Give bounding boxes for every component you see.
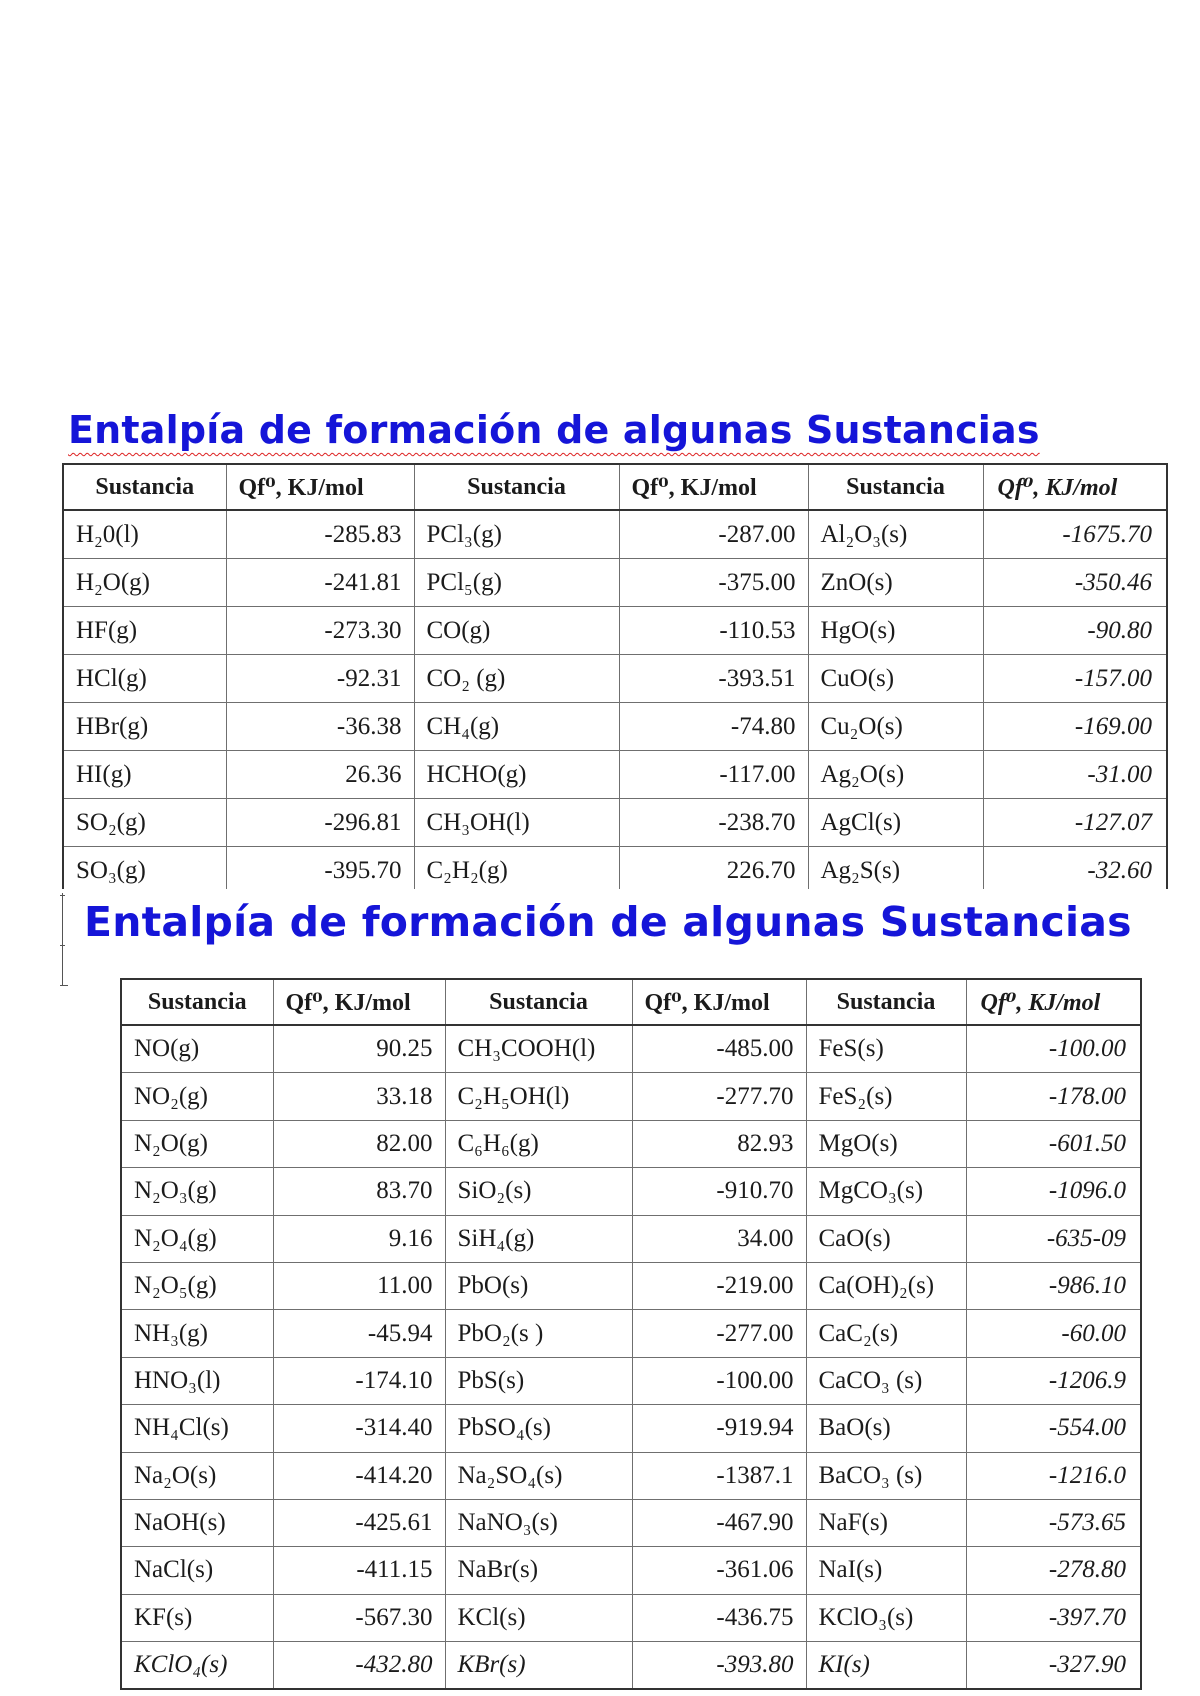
enthalpy-value-cell: -327.90 xyxy=(966,1642,1141,1690)
header-enthalpy: Qf⁰, KJ/mol xyxy=(966,979,1141,1025)
enthalpy-value-cell: -100.00 xyxy=(632,1357,806,1404)
substance-cell: HgO(s) xyxy=(808,607,983,655)
substance-cell: PbO₂(s ) xyxy=(445,1310,632,1357)
substance-cell: CO₂ (g) xyxy=(414,655,619,703)
table-top-clip xyxy=(62,463,1170,889)
substance-cell: N₂O₅(g) xyxy=(121,1262,273,1309)
enthalpy-value-cell: -350.46 xyxy=(983,559,1167,607)
substance-cell: H₂O(g) xyxy=(63,559,226,607)
substance-cell: CaCO₃ (s) xyxy=(806,1357,966,1404)
table-row xyxy=(121,1405,1141,1452)
substance-cell: FeS(s) xyxy=(806,1025,966,1073)
substance-cell: NaF(s) xyxy=(806,1499,966,1546)
substance-cell: Ca(OH)₂(s) xyxy=(806,1262,966,1309)
enthalpy-value-cell: -110.53 xyxy=(619,607,808,655)
enthalpy-table-bottom xyxy=(120,978,1142,1690)
substance-cell: NaI(s) xyxy=(806,1547,966,1594)
enthalpy-value-cell: -219.00 xyxy=(632,1262,806,1309)
enthalpy-value-cell: -554.00 xyxy=(966,1405,1141,1452)
header-enthalpy: Qf⁰, KJ/mol xyxy=(226,464,414,510)
substance-cell: CO(g) xyxy=(414,607,619,655)
substance-cell: CH₃OH(l) xyxy=(414,799,619,847)
enthalpy-value-cell: -174.10 xyxy=(273,1357,445,1404)
enthalpy-value-cell: -296.81 xyxy=(226,799,414,847)
enthalpy-value-cell: -414.20 xyxy=(273,1452,445,1499)
enthalpy-value-cell: -100.00 xyxy=(966,1025,1141,1073)
header-enthalpy: Qf⁰, KJ/mol xyxy=(619,464,808,510)
substance-cell: FeS₂(s) xyxy=(806,1073,966,1120)
enthalpy-value-cell: -375.00 xyxy=(619,559,808,607)
enthalpy-value-cell: -635-09 xyxy=(966,1215,1141,1262)
enthalpy-value-cell: -411.15 xyxy=(273,1547,445,1594)
table-row xyxy=(121,1452,1141,1499)
substance-cell: ZnO(s) xyxy=(808,559,983,607)
substance-cell: KF(s) xyxy=(121,1594,273,1641)
enthalpy-value-cell: -90.80 xyxy=(983,607,1167,655)
substance-cell: NaBr(s) xyxy=(445,1547,632,1594)
table-row xyxy=(121,1073,1141,1120)
enthalpy-value-cell: -601.50 xyxy=(966,1120,1141,1167)
substance-cell: Ag₂S(s) xyxy=(808,847,983,890)
substance-cell: CH₄(g) xyxy=(414,703,619,751)
table-row xyxy=(121,1262,1141,1309)
table-row xyxy=(121,1499,1141,1546)
table-row xyxy=(63,703,1167,751)
enthalpy-value-cell: -910.70 xyxy=(632,1168,806,1215)
table-row xyxy=(121,1025,1141,1073)
enthalpy-value-cell: -157.00 xyxy=(983,655,1167,703)
enthalpy-value-cell: 34.00 xyxy=(632,1215,806,1262)
substance-cell: HCl(g) xyxy=(63,655,226,703)
enthalpy-value-cell: -1096.0 xyxy=(966,1168,1141,1215)
substance-cell: PCl₃(g) xyxy=(414,510,619,559)
enthalpy-value-cell: -485.00 xyxy=(632,1025,806,1073)
substance-cell: NH₄Cl(s) xyxy=(121,1405,273,1452)
table-row xyxy=(63,607,1167,655)
enthalpy-value-cell: -169.00 xyxy=(983,703,1167,751)
substance-cell: NaNO₃(s) xyxy=(445,1499,632,1546)
substance-cell: NO₂(g) xyxy=(121,1073,273,1120)
substance-cell: SiO₂(s) xyxy=(445,1168,632,1215)
substance-cell: N₂O(g) xyxy=(121,1120,273,1167)
substance-cell: NaCl(s) xyxy=(121,1547,273,1594)
substance-cell: N₂O₄(g) xyxy=(121,1215,273,1262)
substance-cell: KI(s) xyxy=(806,1642,966,1690)
enthalpy-value-cell: -31.00 xyxy=(983,751,1167,799)
enthalpy-value-cell: -1675.70 xyxy=(983,510,1167,559)
enthalpy-value-cell: 11.00 xyxy=(273,1262,445,1309)
substance-cell: SiH₄(g) xyxy=(445,1215,632,1262)
substance-cell: HBr(g) xyxy=(63,703,226,751)
table-row xyxy=(63,655,1167,703)
header-enthalpy: Qf⁰, KJ/mol xyxy=(273,979,445,1025)
enthalpy-value-cell: -436.75 xyxy=(632,1594,806,1641)
enthalpy-value-cell: -60.00 xyxy=(966,1310,1141,1357)
enthalpy-value-cell: -92.31 xyxy=(226,655,414,703)
substance-cell: KCl(s) xyxy=(445,1594,632,1641)
substance-cell: C₂H₂(g) xyxy=(414,847,619,890)
substance-cell: CaO(s) xyxy=(806,1215,966,1262)
table-row xyxy=(121,1594,1141,1641)
enthalpy-value-cell: -273.30 xyxy=(226,607,414,655)
table-header-row xyxy=(63,464,1167,510)
enthalpy-value-cell: 82.93 xyxy=(632,1120,806,1167)
table-title-bottom: Entalpía de formación de algunas Sustancias xyxy=(84,898,1132,946)
table-row xyxy=(63,799,1167,847)
enthalpy-value-cell: -277.00 xyxy=(632,1310,806,1357)
enthalpy-value-cell: 226.70 xyxy=(619,847,808,890)
substance-cell: C₆H₆(g) xyxy=(445,1120,632,1167)
enthalpy-value-cell: -1387.1 xyxy=(632,1452,806,1499)
substance-cell: KClO₃(s) xyxy=(806,1594,966,1641)
substance-cell: SO₃(g) xyxy=(63,847,226,890)
substance-cell: Cu₂O(s) xyxy=(808,703,983,751)
substance-cell: PbO(s) xyxy=(445,1262,632,1309)
header-substance: Sustancia xyxy=(808,464,983,510)
header-substance: Sustancia xyxy=(63,464,226,510)
substance-cell: CuO(s) xyxy=(808,655,983,703)
table-row xyxy=(63,559,1167,607)
enthalpy-value-cell: -277.70 xyxy=(632,1073,806,1120)
header-substance: Sustancia xyxy=(414,464,619,510)
enthalpy-value-cell: -32.60 xyxy=(983,847,1167,890)
enthalpy-value-cell: 90.25 xyxy=(273,1025,445,1073)
substance-cell: AgCl(s) xyxy=(808,799,983,847)
substance-cell: HI(g) xyxy=(63,751,226,799)
substance-cell: PbSO₄(s) xyxy=(445,1405,632,1452)
enthalpy-value-cell: 26.36 xyxy=(226,751,414,799)
enthalpy-value-cell: -919.94 xyxy=(632,1405,806,1452)
enthalpy-value-cell: -395.70 xyxy=(226,847,414,890)
enthalpy-value-cell: -285.83 xyxy=(226,510,414,559)
enthalpy-value-cell: 82.00 xyxy=(273,1120,445,1167)
enthalpy-value-cell: -36.38 xyxy=(226,703,414,751)
enthalpy-value-cell: -278.80 xyxy=(966,1547,1141,1594)
enthalpy-value-cell: -117.00 xyxy=(619,751,808,799)
table-row xyxy=(121,1547,1141,1594)
enthalpy-value-cell: 33.18 xyxy=(273,1073,445,1120)
header-substance: Sustancia xyxy=(121,979,273,1025)
table-row xyxy=(63,751,1167,799)
enthalpy-value-cell: -238.70 xyxy=(619,799,808,847)
enthalpy-value-cell: -425.61 xyxy=(273,1499,445,1546)
enthalpy-value-cell: -1206.9 xyxy=(966,1357,1141,1404)
header-enthalpy: Qf⁰, KJ/mol xyxy=(632,979,806,1025)
substance-cell: SO₂(g) xyxy=(63,799,226,847)
enthalpy-value-cell: -314.40 xyxy=(273,1405,445,1452)
table-row xyxy=(63,847,1167,890)
enthalpy-value-cell: -45.94 xyxy=(273,1310,445,1357)
enthalpy-value-cell: -241.81 xyxy=(226,559,414,607)
table-row xyxy=(63,510,1167,559)
table-title-top: Entalpía de formación de algunas Sustancias xyxy=(68,408,1040,452)
substance-cell: PCl₅(g) xyxy=(414,559,619,607)
enthalpy-value-cell: -393.80 xyxy=(632,1642,806,1690)
table-row xyxy=(121,1120,1141,1167)
table-header-row xyxy=(121,979,1141,1025)
enthalpy-value-cell: -393.51 xyxy=(619,655,808,703)
substance-cell: BaCO₃ (s) xyxy=(806,1452,966,1499)
table-row xyxy=(121,1642,1141,1690)
substance-cell: PbS(s) xyxy=(445,1357,632,1404)
substance-cell: NH₃(g) xyxy=(121,1310,273,1357)
substance-cell: Al₂O₃(s) xyxy=(808,510,983,559)
header-substance: Sustancia xyxy=(806,979,966,1025)
substance-cell: C₂H₅OH(l) xyxy=(445,1073,632,1120)
enthalpy-value-cell: -567.30 xyxy=(273,1594,445,1641)
table-row xyxy=(121,1310,1141,1357)
table-row xyxy=(121,1357,1141,1404)
enthalpy-table-top xyxy=(62,463,1168,889)
enthalpy-value-cell: 9.16 xyxy=(273,1215,445,1262)
substance-cell: CaC₂(s) xyxy=(806,1310,966,1357)
enthalpy-value-cell: -467.90 xyxy=(632,1499,806,1546)
substance-cell: KBr(s) xyxy=(445,1642,632,1690)
substance-cell: NO(g) xyxy=(121,1025,273,1073)
table-row xyxy=(121,1168,1141,1215)
margin-line xyxy=(62,893,63,985)
substance-cell: MgCO₃(s) xyxy=(806,1168,966,1215)
substance-cell: N₂O₃(g) xyxy=(121,1168,273,1215)
enthalpy-value-cell: -74.80 xyxy=(619,703,808,751)
substance-cell: CH₃COOH(l) xyxy=(445,1025,632,1073)
substance-cell: Na₂O(s) xyxy=(121,1452,273,1499)
enthalpy-value-cell: -1216.0 xyxy=(966,1452,1141,1499)
enthalpy-value-cell: -986.10 xyxy=(966,1262,1141,1309)
enthalpy-value-cell: -573.65 xyxy=(966,1499,1141,1546)
substance-cell: KClO₄(s) xyxy=(121,1642,273,1690)
header-substance: Sustancia xyxy=(445,979,632,1025)
table-row xyxy=(121,1215,1141,1262)
substance-cell: MgO(s) xyxy=(806,1120,966,1167)
enthalpy-value-cell: -432.80 xyxy=(273,1642,445,1690)
substance-cell: HNO₃(l) xyxy=(121,1357,273,1404)
enthalpy-value-cell: -397.70 xyxy=(966,1594,1141,1641)
margin-tick xyxy=(60,985,68,986)
substance-cell: HF(g) xyxy=(63,607,226,655)
enthalpy-value-cell: 83.70 xyxy=(273,1168,445,1215)
enthalpy-value-cell: -287.00 xyxy=(619,510,808,559)
substance-cell: BaO(s) xyxy=(806,1405,966,1452)
enthalpy-value-cell: -361.06 xyxy=(632,1547,806,1594)
substance-cell: Na₂SO₄(s) xyxy=(445,1452,632,1499)
substance-cell: Ag₂O(s) xyxy=(808,751,983,799)
enthalpy-value-cell: -127.07 xyxy=(983,799,1167,847)
header-enthalpy: Qf⁰, KJ/mol xyxy=(983,464,1167,510)
substance-cell: H₂0(l) xyxy=(63,510,226,559)
enthalpy-value-cell: -178.00 xyxy=(966,1073,1141,1120)
substance-cell: NaOH(s) xyxy=(121,1499,273,1546)
substance-cell: HCHO(g) xyxy=(414,751,619,799)
